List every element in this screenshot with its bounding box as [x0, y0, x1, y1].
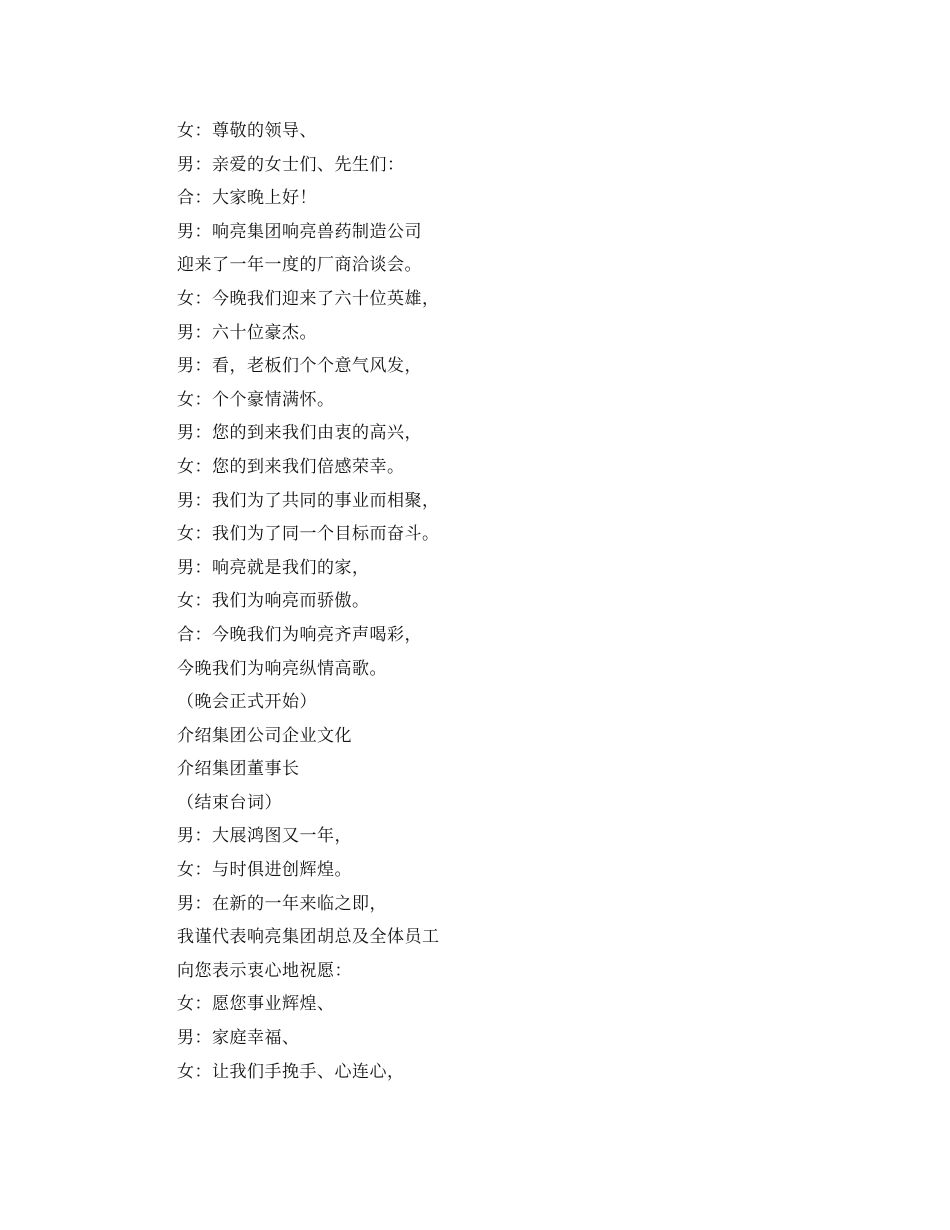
text-line: 男：六十位豪杰。 — [177, 322, 317, 343]
text-line: 男：响亮就是我们的家， — [177, 557, 370, 578]
text-line: 女：今晚我们迎来了六十位英雄， — [177, 288, 440, 309]
text-line: 男：亲爱的女士们、先生们： — [177, 154, 405, 175]
text-line: 女：与时俱进创辉煌。 — [177, 860, 352, 881]
text-line: 男：家庭幸福、 — [177, 1028, 300, 1049]
text-line: 女：让我们手挽手、心连心， — [177, 1061, 405, 1082]
text-line: 合：大家晚上好！ — [177, 188, 317, 209]
text-line: 女：尊敬的领导、 — [177, 121, 317, 141]
stage-direction: （结束台词） — [177, 792, 282, 813]
text-line: 男：响亮集团响亮兽药制造公司 — [177, 221, 422, 242]
text-line: 女：个个豪情满怀。 — [177, 389, 335, 410]
text-line: 女：我们为了同一个目标而奋斗。 — [177, 524, 440, 545]
text-line: 男：看，老板们个个意气风发， — [177, 356, 422, 377]
text-line: 向您表示衷心地祝愿： — [177, 960, 352, 981]
text-line: 我谨代表响亮集团胡总及全体员工 — [177, 927, 440, 948]
text-line: 女：愿您事业辉煌、 — [177, 994, 335, 1015]
text-line: 女：我们为响亮而骄傲。 — [177, 591, 370, 612]
text-line: 介绍集团公司企业文化 — [177, 725, 352, 746]
text-line: 今晚我们为响亮纵情高歌。 — [177, 658, 387, 679]
text-line: 女：您的到来我们倍感荣幸。 — [177, 456, 405, 477]
text-line: 合：今晚我们为响亮齐声喝彩， — [177, 624, 422, 645]
text-line: 男：我们为了共同的事业而相聚， — [177, 490, 440, 511]
text-line: 介绍集团董事长 — [177, 759, 300, 780]
text-line: 男：大展鸿图又一年， — [177, 826, 352, 847]
text-line: 男：在新的一年来临之即， — [177, 893, 387, 914]
script-text — [177, 115, 777, 1089]
text-line: 男：您的到来我们由衷的高兴， — [177, 423, 422, 444]
stage-direction: （晚会正式开始） — [177, 692, 317, 713]
text-line: 迎来了一年一度的厂商洽谈会。 — [177, 255, 422, 276]
